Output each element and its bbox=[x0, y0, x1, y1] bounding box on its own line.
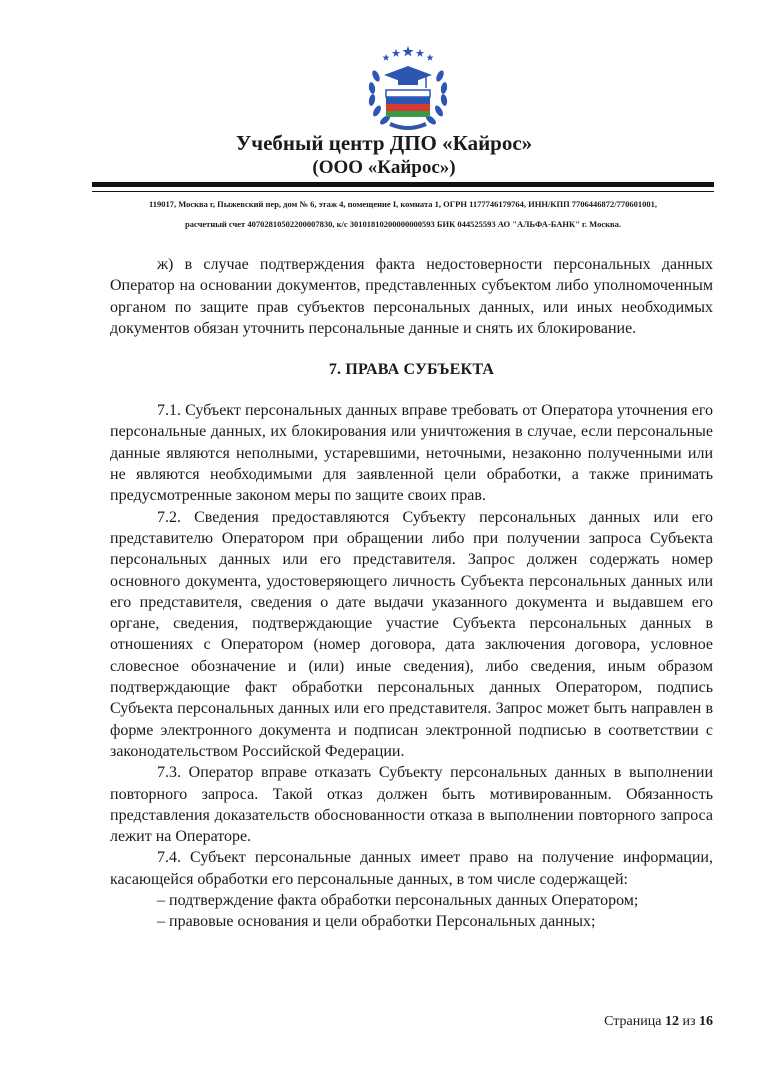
header-divider-thin bbox=[92, 191, 714, 192]
document-body bbox=[110, 254, 713, 933]
organization-title: Учебный центр ДПО «Кайрос» bbox=[235, 131, 533, 155]
paragraph-7-1: 7.1. Субъект персональных данных вправе требовать от Оператора уточнения его персональные данных, их блокирования или уничтожения в случае, если персональные данные являются неполными, устаревшими, неточными, незаконно полученными или не являются необходимыми для заявленной цели обработки, а также принимать предусмотренные законом меры по защите своих прав. bbox=[110, 402, 713, 505]
paragraph-7-4: 7.4. Субъект персональные данных имеет право на получение информации, касающейся обработки его персональные данных, в том числе содержащей: bbox=[110, 849, 713, 888]
section-heading: 7. ПРАВА СУБЪЕКТА bbox=[328, 361, 495, 379]
list-item: – подтверждение факта обработки персональных данных Оператором; bbox=[157, 892, 639, 910]
requisites-line-1: 119017, Москва г, Пыжевский пер, дом № 6, этаж 4, помещение I, комната 1, ОГРН 1177746179764, ИНН/КПП 7706446872/770601001, bbox=[148, 199, 658, 209]
organization-logo-icon bbox=[360, 44, 456, 136]
page-word: Страница bbox=[604, 1014, 662, 1029]
page-of: из bbox=[682, 1014, 696, 1029]
organization-legal-name: (ООО «Кайрос») bbox=[312, 157, 456, 178]
paragraph-intro: ж) в случае подтверждения факта недостоверности персональных данных Оператор на основании документов, представленных субъектом либо уполномоченным органом по защите прав субъектов персональных данных, или иных необходимых документов обязан уточнить персональные данные и снять их блокирование. bbox=[110, 256, 713, 337]
page-number bbox=[0, 1014, 713, 1030]
paragraph-7-2: 7.2. Сведения предоставляются Субъекту персональных данных или его представителю Оператором при обращении либо при получении запроса Субъекта персональных данных или его представителя. Запрос должен содержать номер основного документа, удостоверяющего личность Субъекта персональных данных или его представителя, сведения о дате выдачи указанного документа и выдавшем его органе, сведения, подтверждающие участие Субъекта персональных данных в отношениях с Оператором (номер договора, дата заключения договора, условное словесное обозначение и (или) иные сведения), либо сведения, иным образом подтверждающие факт обработки персональных данных Оператором, подпись Субъекта персональных данных или его представителя. Запрос может быть направлен в форме электронного документа и подписан электронной подписью в соответствии с законодательством Российской Федерации. bbox=[110, 508, 713, 760]
list-item: – правовые основания и цели обработки Персональных данных; bbox=[157, 913, 596, 931]
requisites-line-2: расчетный счет 40702810502200007830, к/с 30101810200000000593 БИК 044525593 АО "АЛЬФА-БАНК" г. Москва. bbox=[185, 219, 621, 229]
page-current: 12 bbox=[664, 1014, 679, 1029]
paragraph-7-3: 7.3. Оператор вправе отказать Субъекту персональных данных в выполнении повторного запроса. Такой отказ должен быть мотивированным. Обязанность представления доказательств обоснованности отказа в выполнении повторного запроса лежит на Операторе. bbox=[110, 764, 713, 846]
page-total: 16 bbox=[699, 1014, 713, 1029]
header-divider-thick bbox=[92, 182, 714, 187]
